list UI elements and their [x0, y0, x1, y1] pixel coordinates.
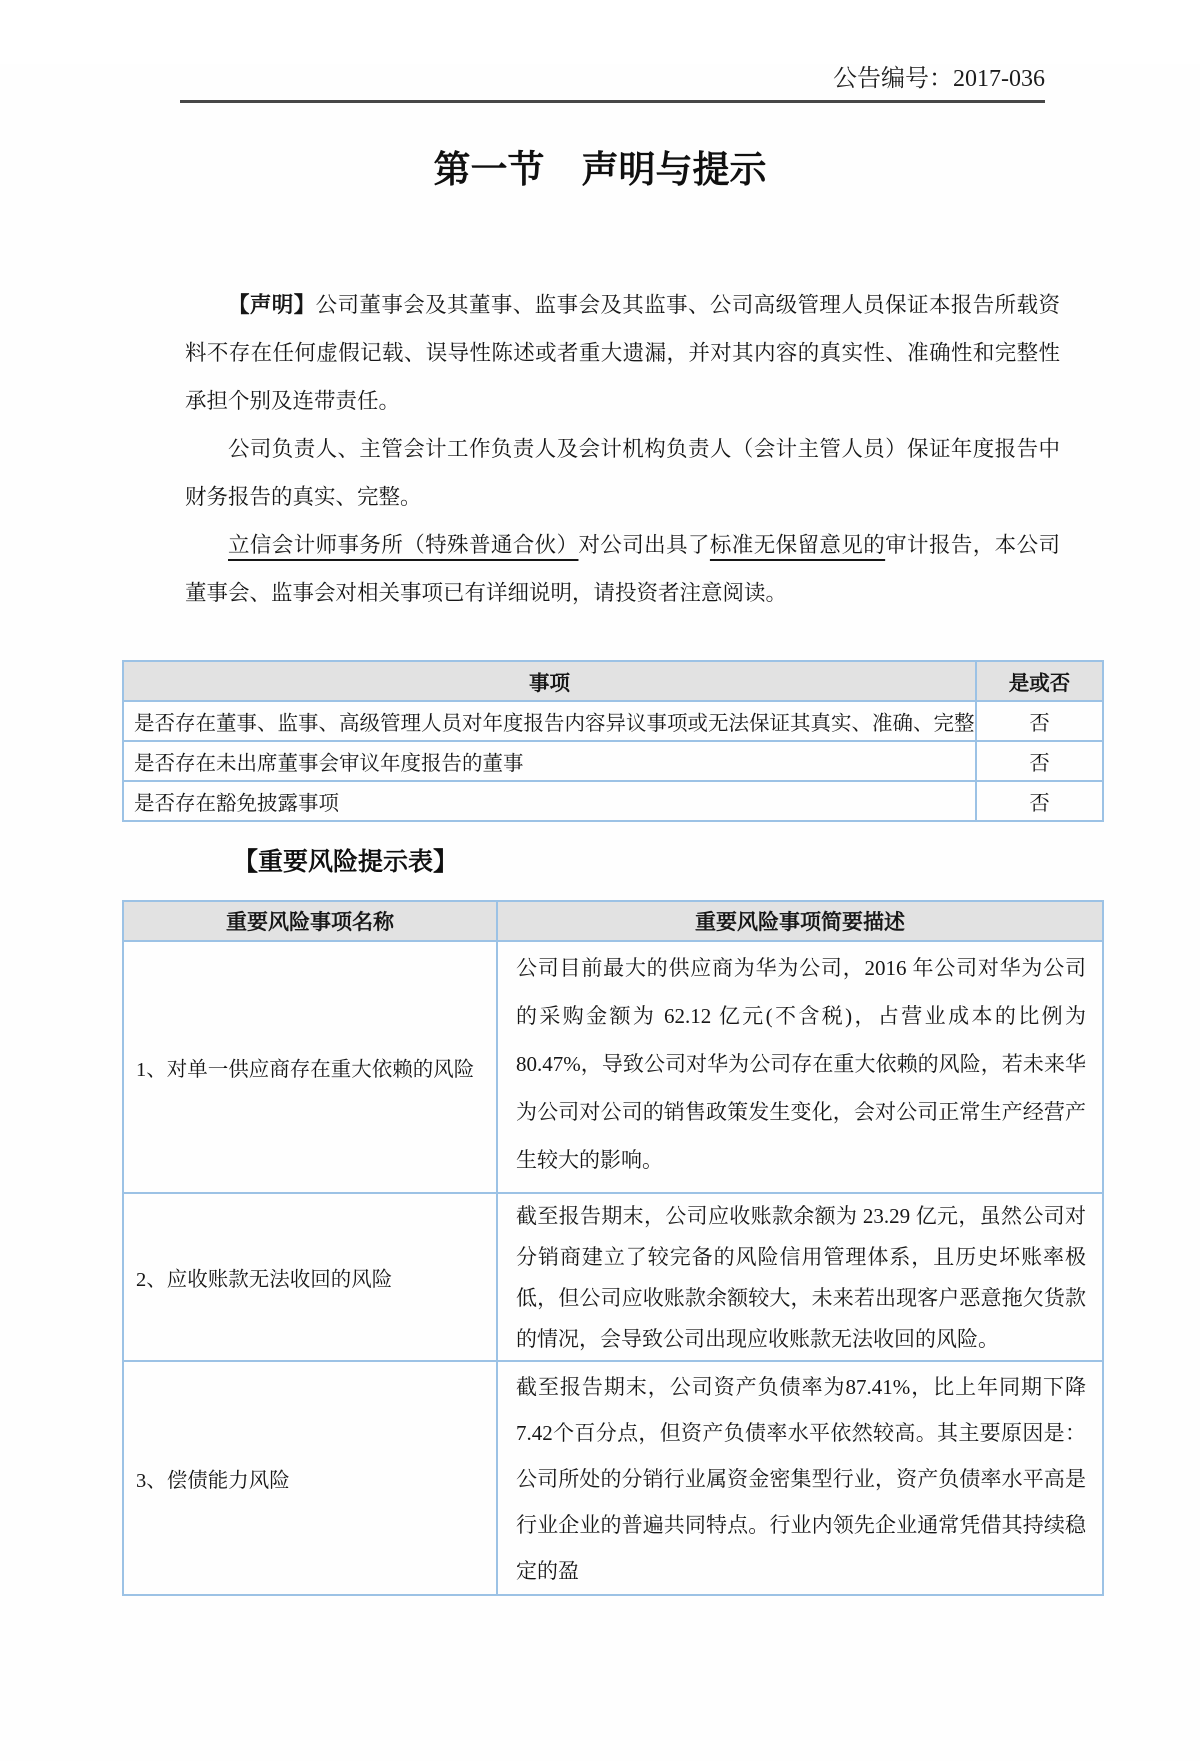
items-table-header-answer: 是或否: [976, 661, 1103, 701]
risk-table-header-desc: 重要风险事项简要描述: [497, 901, 1103, 941]
risk-table-header-name: 重要风险事项名称: [123, 901, 497, 941]
header-rule: [180, 100, 1045, 103]
answer-cell: 否: [976, 701, 1103, 741]
declaration-paragraph-3: [185, 521, 1060, 617]
items-table: [122, 660, 1104, 822]
risk-name-cell: 3、偿债能力风险: [123, 1361, 497, 1595]
declaration-block: [185, 281, 1060, 617]
declaration-paragraph-2: [185, 425, 1060, 521]
audit-opinion: 标准无保留意见的: [709, 533, 886, 557]
risk-table: [122, 900, 1104, 1596]
risk-name-cell: 2、应收账款无法收回的风险: [123, 1193, 497, 1361]
risk-description-cell: 截至报告期末，公司资产负债率为87.41%，比上年同期下降7.42个百分点，但资产负债率水平依然较高。其主要原因是：公司所处的分销行业属资金密集型行业，资产负债率水平高是行业企业的普遍共同特点。行业内领先企业通常凭借其持续稳定的盈: [497, 1361, 1103, 1595]
document-page: [0, 64, 1200, 1761]
risk-table-header-row: [123, 901, 1103, 941]
risk-description-cell: 截至报告期末，公司应收账款余额为 23.29 亿元，虽然公司对分销商建立了较完备的风险信用管理体系，且历史坏账率极低，但公司应收账款余额较大，未来若出现客户恶意拖欠货款的情况，会导致公司出现应收账款无法收回的风险。: [497, 1193, 1103, 1361]
risk-table-row: [123, 1193, 1103, 1361]
risk-table-row: [123, 941, 1103, 1193]
section-title: 第一节 声明与提示: [433, 150, 767, 191]
item-cell: 是否存在未出席董事会审议年度报告的董事: [123, 741, 976, 781]
declaration-paragraph-1: [185, 281, 1060, 425]
announcement-number: 公告编号：2017-036: [833, 66, 1045, 92]
items-table-header-row: [123, 661, 1103, 701]
items-table-row: [123, 741, 1103, 781]
items-table-row: [123, 701, 1103, 741]
declaration-p3-mid: 对公司出具了: [578, 533, 710, 557]
risk-table-heading: 【重要风险提示表】: [233, 849, 459, 876]
declaration-p1-text: 公司董事会及其董事、监事会及其监事、公司高级管理人员保证本报告所载资料不存在任何虚假记载、误导性陈述或者重大遗漏，并对其内容的真实性、准确性和完整性承担个别及连带责任。: [185, 293, 1060, 413]
declaration-p2-text: 公司负责人、主管会计工作负责人及会计机构负责人（会计主管人员）保证年度报告中财务报告的真实、完整。: [185, 437, 1060, 509]
risk-table-row: [123, 1361, 1103, 1595]
items-table-row: [123, 781, 1103, 821]
answer-cell: 否: [976, 781, 1103, 821]
answer-cell: 否: [976, 741, 1103, 781]
item-cell: 是否存在豁免披露事项: [123, 781, 976, 821]
item-cell: 是否存在董事、监事、高级管理人员对年度报告内容异议事项或无法保证其真实、准确、完整: [123, 701, 976, 741]
auditor-name: 立信会计师事务所（特殊普通合伙）: [228, 533, 579, 557]
risk-name-cell: 1、对单一供应商存在重大依赖的风险: [123, 941, 497, 1193]
declaration-label: 【声明】: [228, 293, 316, 317]
risk-description-cell: 公司目前最大的供应商为华为公司，2016 年公司对华为公司的采购金额为 62.12 亿元(不含税)，占营业成本的比例为 80.47%，导致公司对华为公司存在重大依赖的风险，若未来华为公司对公司的销售政策发生变化，会对公司正常生产经营产生较大的影响。: [497, 941, 1103, 1193]
items-table-header-item: 事项: [123, 661, 976, 701]
declaration-p3-rest: 审计报告，本公司董事会、监事会对相关事项已有详细说明，请投资者注意阅读。: [185, 533, 1060, 605]
